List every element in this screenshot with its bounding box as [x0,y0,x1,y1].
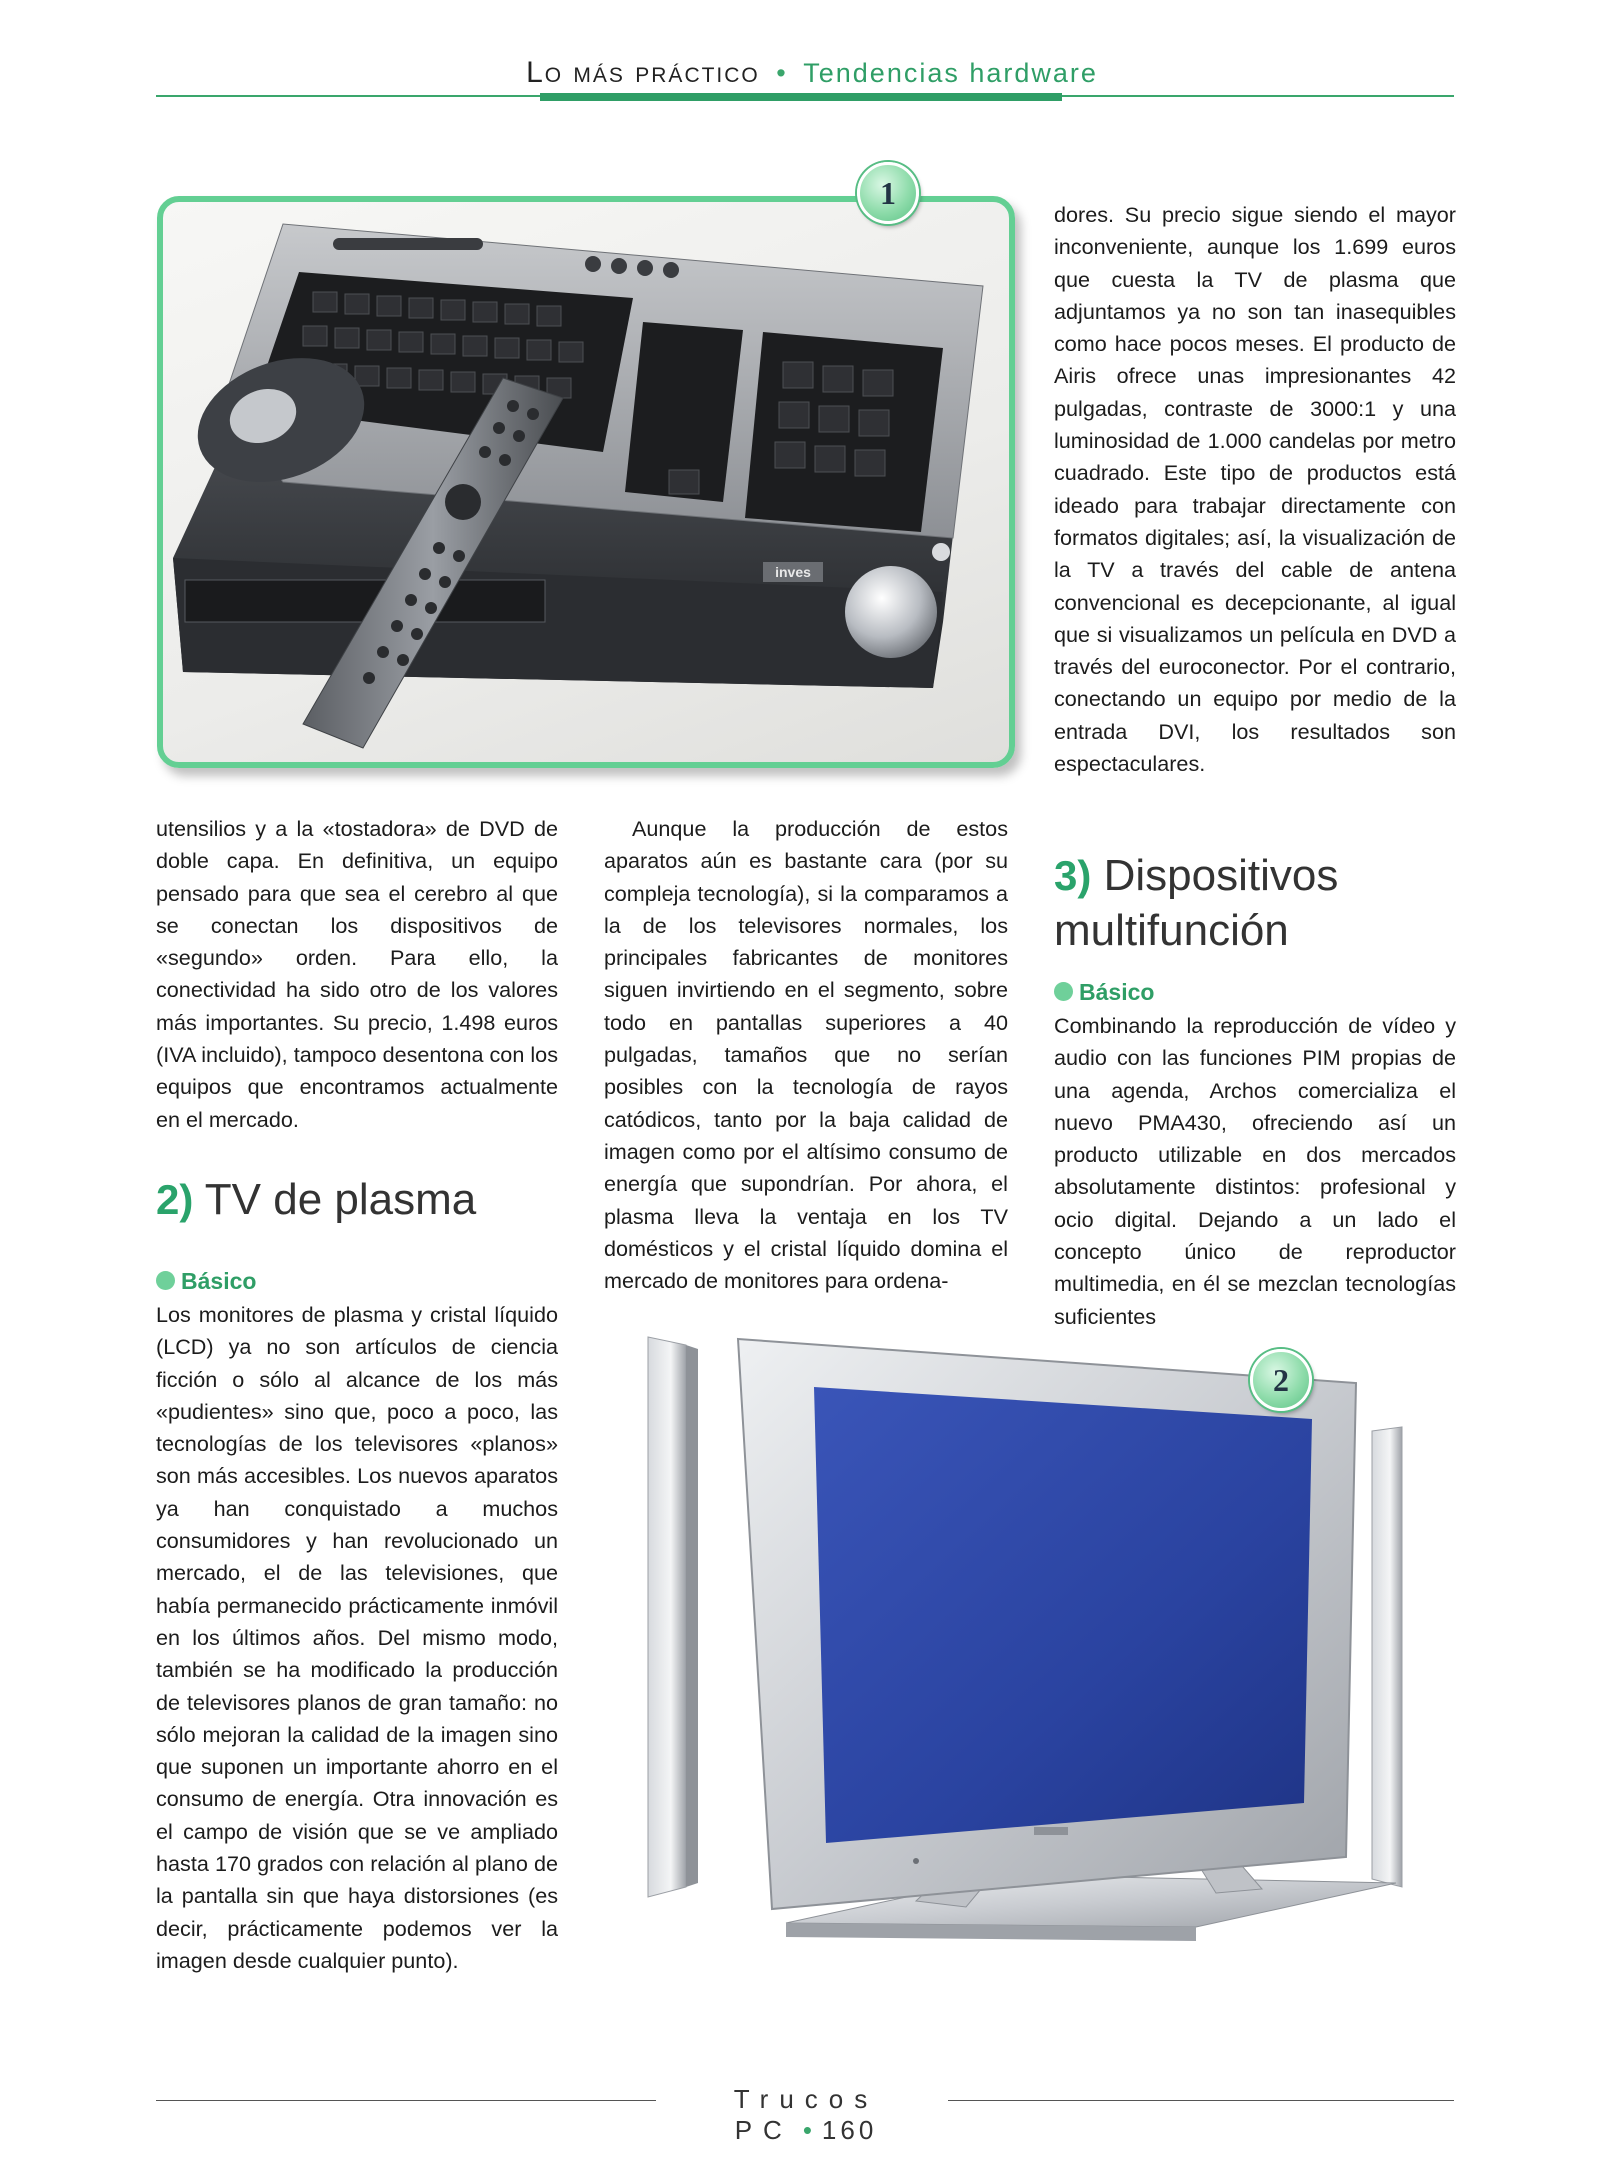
col2-paragraph-1: Aunque la producción de estos aparatos aún es bastante cara (por su compleja tecnología), si la comparamos a la de los televisores normales, los principales fabricantes de monitores siguen invirtiendo en el segmento, sobre todo en pantallas superiores a 40 pulgadas, tamaños que no serían posibles con la tecnología de rayos catódicos, tanto por la baja calidad de imagen como por el altísimo consumo de energía que supondrían. Por ahora, el plasma lleva la ventaja en los TV domésticos y el cristal líquido domina el mercado de monitores para ordena- [604,816,1008,1294]
section-title-line-1: Dispositivos [1103,851,1339,900]
column-3-body [1054,1010,1456,1333]
brand-plate-text: inves [775,564,811,580]
kicker-label: Básico [181,1268,257,1294]
plasma-tv-illustration [636,1327,1454,1957]
footer-rule-left [156,2100,656,2101]
header-topic: Tendencias hardware [803,58,1098,88]
col3-paragraph-2: Combinando la reproducción de vídeo y audio con las funciones PIM propias de una agenda, Archos comercializa el nuevo PMA430, ofreciendo así un producto utilizable en dos mercados absolutamente distintos: profesional y ocio digital. Dejando a un lado el concepto único de reproductor multimedia, en él se mezclan tecnologías suficientes [1054,1013,1456,1329]
col1-paragraph-2: Los monitores de plasma y cristal líquido (LCD) ya no son artículos de ciencia ficción o sólo al alcance de los más «pudientes» sino que, poco a poco, las tecnologías de los televisores «planos» son más accesibles. Los nuevos aparatos ya han conquistado a muchos consumidores y han revolucionado un mercado, el de las televisiones, que había permanecido prácticamente inmóvil en los últimos años. Del mismo modo, también se ha modificado la producción de televisores planos de gran tamaño: no sólo mejoran la calidad de la imagen sino que suponen un importante ahorro en el consumo de energía. Otra innovación es el campo de visión que se ve ampliado hasta 170 grados con relación al plano de la pantalla sin que haya distorsiones (es decir, prácticamente podemos ver la imagen desde cualquier punto). [156,1302,558,1973]
figure-1-badge: 1 [857,162,919,224]
section-heading-multifuncion [1054,848,1338,958]
footer-rule-right [948,2100,1454,2101]
bullet-dot-icon [156,1271,175,1290]
header-section: Lo más práctico [526,56,760,89]
figure-2-plasma-tv [636,1327,1454,1957]
column-2-body [604,813,1008,1297]
section-title-line-2: multifunción [1054,906,1289,955]
page-number: 160 [821,2115,878,2145]
footer-magazine: Trucos PC [733,2084,879,2145]
column-3-top [1054,199,1456,780]
section-number: 3) [1054,852,1092,899]
running-header [0,56,1624,90]
section-title: TV de plasma [204,1175,477,1224]
volume-knob [845,566,937,658]
media-center-illustration [163,202,1009,762]
col3-paragraph-1: dores. Su precio sigue siendo el mayor inconveniente, aunque los 1.699 euros que cuesta la TV de plasma que adjuntamos ya no son tan inasequibles como hace pocos meses. El producto de Airis ofrece unas impresionantes 42 pulgadas, contraste de 3000:1 y una luminosidad de 1.000 candelas por metro cuadrado. Este tipo de productos está ideado para trabajar directamente con formatos digitales; así, la visualización de la TV a través del cable de antena convencional es decepcionante, al igual que si visualizamos un película en DVD a través del euroconector. Por el contrario, conectando un equipo por medio de la entrada DVI, los resultados son espectaculares. [1054,202,1456,777]
section-number: 2) [156,1176,194,1223]
level-kicker-basic [156,1266,256,1296]
figure-2-badge: 2 [1250,1349,1312,1411]
level-kicker-basic [1054,977,1154,1007]
tv-screen [814,1387,1312,1843]
column-1-body [156,1299,558,1977]
page-footer [676,2084,936,2146]
section-heading-tv-plasma [156,1172,476,1227]
header-separator: • [776,58,787,88]
kicker-label: Básico [1079,979,1155,1005]
header-accent-bar [540,93,1062,101]
footer-separator: • [802,2115,812,2145]
bullet-dot-icon [1054,982,1073,1001]
figure-1-media-center [157,196,1015,768]
col1-paragraph-1: utensilios y a la «tostadora» de DVD de doble capa. En definitiva, un equipo pensado para que sea el cerebro al que se conectan los dispositivos de «segundo» orden. Para ello, la conectividad ha sido otro de los valores más importantes. Su precio, 1.498 euros (IVA incluido), tampoco desentona con los equipos que encontramos actualmente en el mercado. [156,816,558,1132]
column-1-intro [156,813,558,1136]
